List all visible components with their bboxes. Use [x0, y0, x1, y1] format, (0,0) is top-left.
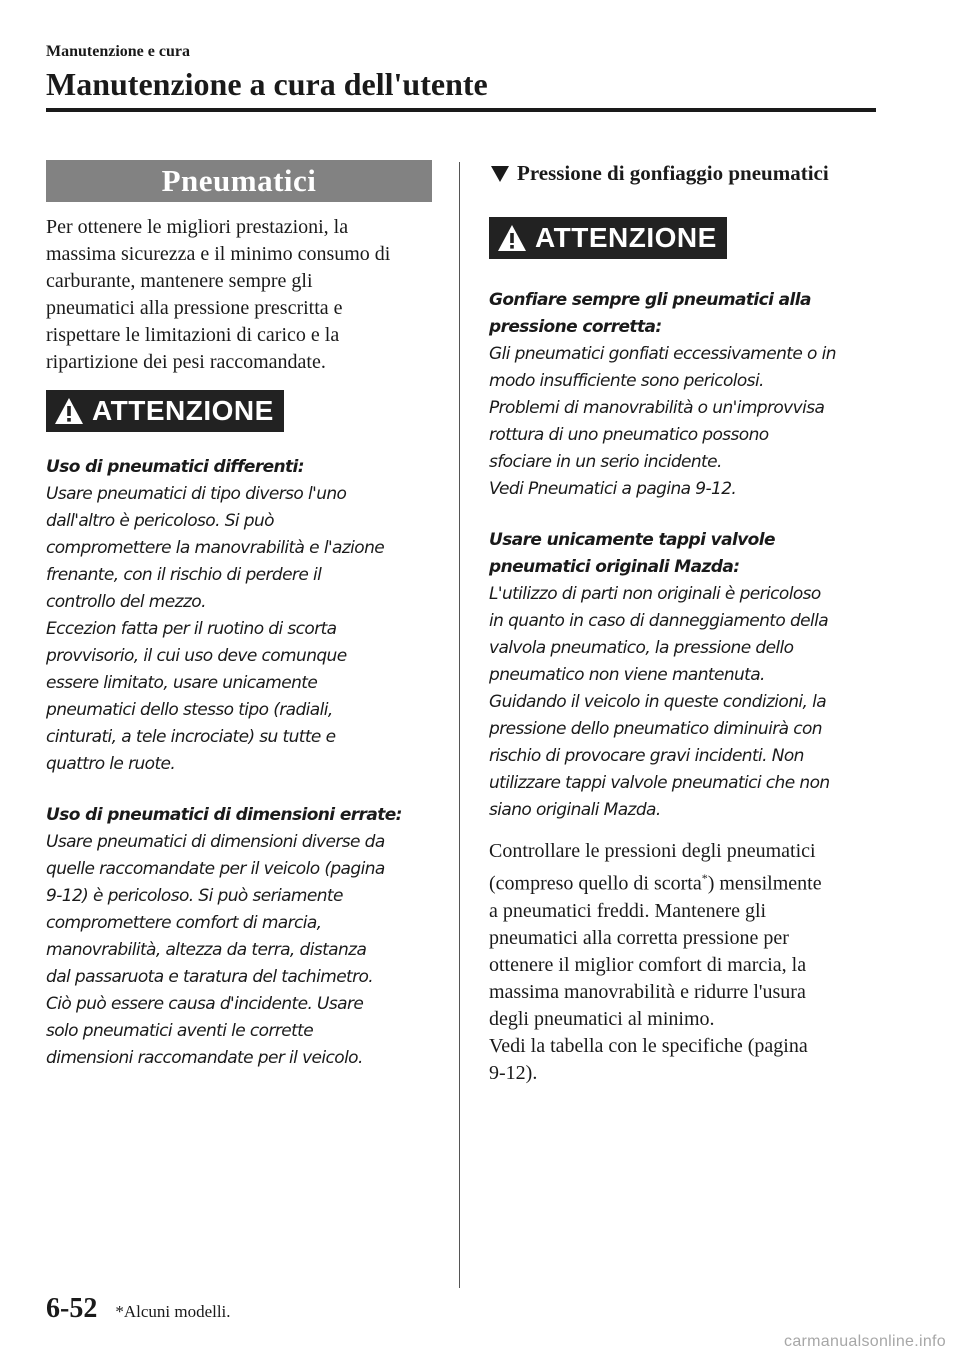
warning-block: [489, 217, 879, 259]
warning-badge: [46, 390, 284, 432]
caution-heading: Uso di pneumatici differenti:: [46, 457, 304, 477]
text-line: pneumatici dello stesso tipo (radiali,: [46, 700, 333, 720]
header-divider: [46, 108, 876, 112]
text-line: controllo del mezzo.: [46, 592, 206, 612]
text-line: provvisorio, il cui uso deve comunque: [46, 646, 347, 666]
caution-original-valve-caps: [489, 527, 879, 824]
text-line: rottura di uno pneumatico possono: [489, 425, 769, 445]
page-header: [46, 42, 876, 104]
text-line: pneumatici alla corretta pressione per: [489, 926, 789, 949]
left-column: [46, 160, 432, 1072]
text-line: Vedi la tabella con le specifiche (pagina: [489, 1034, 808, 1057]
text-line: quattro le ruote.: [46, 754, 176, 774]
warning-label: ATTENZIONE: [535, 222, 717, 253]
caution-heading: pressione corretta:: [489, 317, 662, 337]
text-fragment: (compreso quello di scorta: [489, 872, 702, 895]
text-line: carburante, mantenere sempre gli: [46, 270, 313, 292]
page-footer: [46, 1292, 231, 1326]
text-line: Gli pneumatici gonfiati eccessivamente o in: [489, 344, 836, 364]
text-line: utilizzare tappi valvole pneumatici che non: [489, 773, 830, 793]
text-line: Ciò può essere causa d'incidente. Usare: [46, 994, 364, 1014]
text-line: dal passaruota e taratura del tachimetro.: [46, 967, 374, 987]
text-line: frenante, con il rischio di perdere il: [46, 565, 322, 585]
caution-heading: Usare unicamente tappi valvole: [489, 530, 775, 550]
page-title: Manutenzione a cura dell'utente: [46, 66, 488, 102]
text-line: ripartizione dei pesi raccomandate.: [46, 351, 326, 373]
text-line: 9-12) è pericoloso. Si può seriamente: [46, 886, 343, 906]
text-line: Guidando il veicolo in queste condizioni, la: [489, 692, 827, 712]
text-line: quelle raccomandate per il veicolo (pagina: [46, 859, 385, 879]
watermark: carmanualsonline.info: [784, 1333, 946, 1350]
text-line: dall'altro è pericoloso. Si può: [46, 511, 274, 531]
text-line: pneumatico non viene mantenuta.: [489, 665, 765, 685]
text-line: sfociare in un serio incidente.: [489, 452, 722, 472]
caution-heading: Gonfiare sempre gli pneumatici alla: [489, 290, 811, 310]
text-line: compromettere comfort di marcia,: [46, 913, 322, 933]
caution-correct-pressure: [489, 287, 879, 503]
text-line: Vedi Pneumatici a pagina 9-12.: [489, 479, 737, 499]
text-line: manovrabilità, altezza da terra, distanza: [46, 940, 367, 960]
subsection-heading: [489, 160, 879, 187]
text-line: rispettare le limitazioni di carico e la: [46, 324, 340, 346]
caution-wrong-size-tires: [46, 802, 432, 1072]
text-line: Problemi di manovrabilità o un'improvvisa: [489, 398, 825, 418]
text-line: a pneumatici freddi. Mantenere gli: [489, 899, 767, 922]
triangle-down-icon: [491, 166, 509, 182]
text-line: valvola pneumatico, la pressione dello: [489, 638, 794, 658]
text-line: pneumatici alla pressione prescritta e: [46, 297, 343, 319]
text-line: L'utilizzo di parti non originali è pericoloso: [489, 584, 821, 604]
warning-label: ATTENZIONE: [92, 395, 274, 426]
text-line: modo insufficiente sono pericolosi.: [489, 371, 764, 391]
text-line: Usare pneumatici di dimensioni diverse da: [46, 832, 385, 852]
caution-different-tires: [46, 454, 432, 778]
tire-pressure-paragraph: [489, 838, 879, 1087]
footnote: *Alcuni modelli.: [115, 1302, 231, 1321]
text-line: Eccezion fatta per il ruotino di scorta: [46, 619, 337, 639]
text-line: Usare pneumatici di tipo diverso l'uno: [46, 484, 347, 504]
column-divider: [459, 162, 460, 1288]
text-line: degli pneumatici al minimo.: [489, 1007, 715, 1030]
text-line: pressione dello pneumatico diminuirà con: [489, 719, 822, 739]
warning-badge: [489, 217, 727, 259]
caution-heading: pneumatici originali Mazda:: [489, 557, 740, 577]
text-line: massima manovrabilità e ridurre l'usura: [489, 980, 806, 1003]
text-line: solo pneumatici aventi le corrette: [46, 1021, 314, 1041]
page-number: 6-52: [46, 1293, 98, 1324]
warning-triangle-icon: [54, 397, 84, 425]
text-line: rischio di provocare gravi incidenti. Non: [489, 746, 804, 766]
text-line: massima sicurezza e il minimo consumo di: [46, 243, 391, 265]
section-banner-pneumatici: Pneumatici: [46, 160, 432, 202]
text-line: dimensioni raccomandate per il veicolo.: [46, 1048, 363, 1068]
intro-paragraph: [46, 214, 432, 376]
footnote-marker: *: [701, 871, 708, 885]
caution-heading: Uso di pneumatici di dimensioni errate:: [46, 805, 402, 825]
text-line: compromettere la manovrabilità e l'azione: [46, 538, 385, 558]
text-line: in quanto in caso di danneggiamento della: [489, 611, 829, 631]
text-line: essere limitato, usare unicamente: [46, 673, 318, 693]
text-line: Controllare le pressioni degli pneumatici: [489, 840, 816, 862]
text-line: ottenere il miglior comfort di marcia, la: [489, 953, 807, 976]
right-column: [489, 160, 879, 1087]
section-label: Manutenzione e cura: [46, 43, 190, 60]
text-line: cinturati, a tele incrociate) su tutte e: [46, 727, 336, 747]
warning-block: [46, 390, 432, 432]
text-line: [489, 865, 879, 898]
text-fragment: ) mensilmente: [707, 872, 822, 895]
text-line: Per ottenere le migliori prestazioni, la: [46, 216, 349, 238]
warning-triangle-icon: [497, 224, 527, 252]
text-line: 9-12).: [489, 1061, 538, 1084]
text-line: siano originali Mazda.: [489, 800, 661, 820]
subsection-title: Pressione di gonfiaggio pneumatici: [517, 161, 829, 185]
